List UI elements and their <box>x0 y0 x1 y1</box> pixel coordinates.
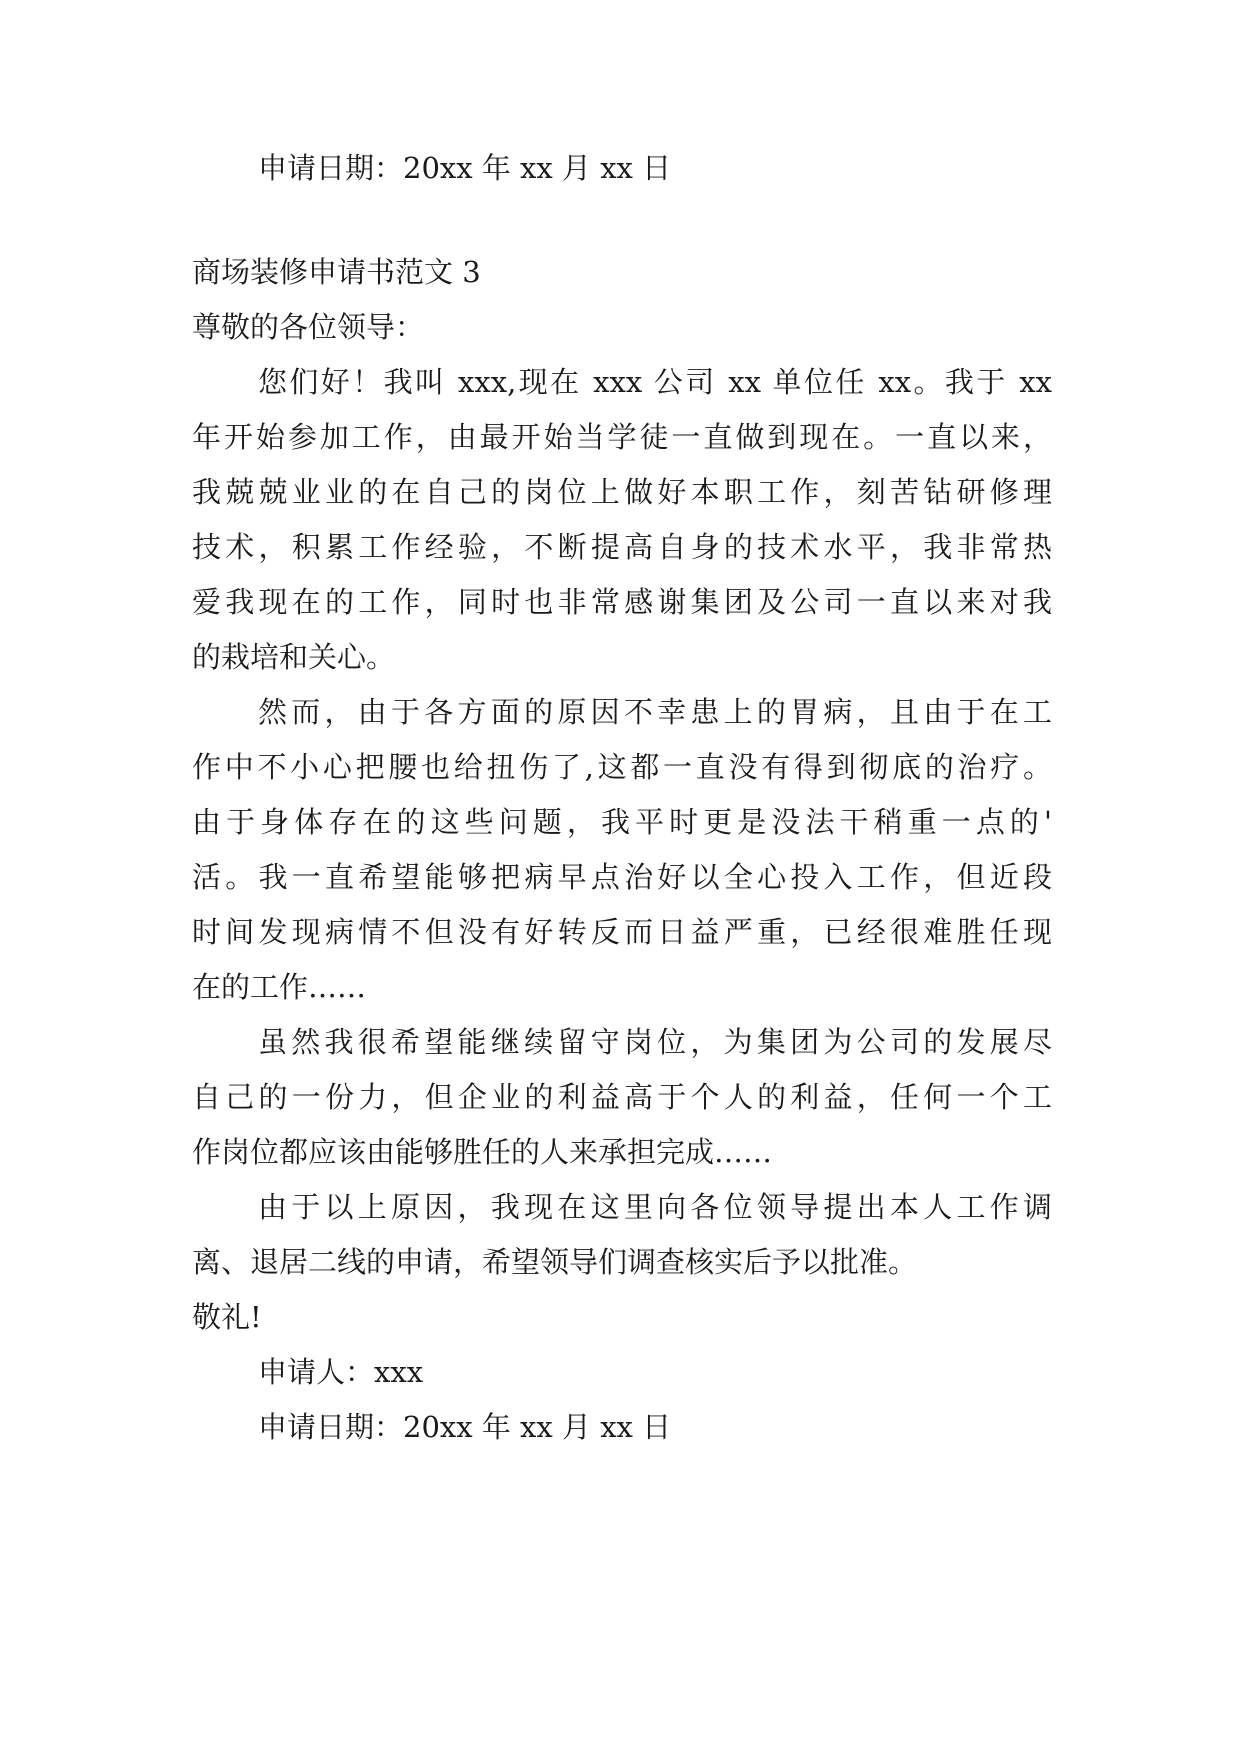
paragraph-line: 我兢兢业业的在自己的岗位上做好本职工作，刻苦钻研修理 <box>192 475 1052 509</box>
paragraph-line: 由于以上原因，我现在这里向各位领导提出本人工作调 <box>258 1190 1052 1224</box>
salutation: 尊敬的各位领导： <box>192 310 425 344</box>
paragraph-line: 自己的一份力，但企业的利益高于个人的利益，任何一个工 <box>192 1080 1052 1114</box>
closing: 敬礼! <box>192 1300 262 1334</box>
paragraph-line: 作中不小心把腰也给扭伤了,这都一直没有得到彻底的治疗。 <box>192 750 1052 784</box>
paragraph-line: 时间发现病情不但没有好转反而日益严重，已经很难胜任现 <box>192 915 1052 949</box>
paragraph-line: 然而，由于各方面的原因不幸患上的胃病，且由于在工 <box>258 695 1052 729</box>
paragraph-line: 的栽培和关心。 <box>192 640 396 674</box>
paragraph-line: 离、退居二线的申请，希望领导们调查核实后予以批准。 <box>192 1245 918 1279</box>
paragraph-line: 作岗位都应该由能够胜任的人来承担完成…… <box>192 1135 773 1169</box>
section-title: 商场装修申请书范文 3 <box>192 255 481 289</box>
paragraph-line: 爱我现在的工作，同时也非常感谢集团及公司一直以来对我 <box>192 585 1052 619</box>
applicant: 申请人：xxx <box>258 1355 424 1389</box>
paragraph-line: 年开始参加工作，由最开始当学徒一直做到现在。一直以来， <box>192 420 1052 454</box>
application-date-bottom: 申请日期：20xx 年 xx 月 xx 日 <box>258 1410 672 1444</box>
paragraph-line: 技术，积累工作经验，不断提高自身的技术水平，我非常热 <box>192 530 1052 564</box>
paragraph-line: 在的工作…… <box>192 970 367 1004</box>
paragraph-line: 活。我一直希望能够把病早点治好以全心投入工作，但近段 <box>192 860 1052 894</box>
paragraph-line: 虽然我很希望能继续留守岗位，为集团为公司的发展尽 <box>258 1025 1052 1059</box>
paragraph-line: 您们好！我叫 xxx,现在 xxx 公司 xx 单位任 xx。我于 xx <box>258 365 1052 399</box>
paragraph-line: 由于身体存在的这些问题，我平时更是没法干稍重一点的' <box>192 805 1052 839</box>
application-date-top: 申请日期：20xx 年 xx 月 xx 日 <box>258 151 672 185</box>
